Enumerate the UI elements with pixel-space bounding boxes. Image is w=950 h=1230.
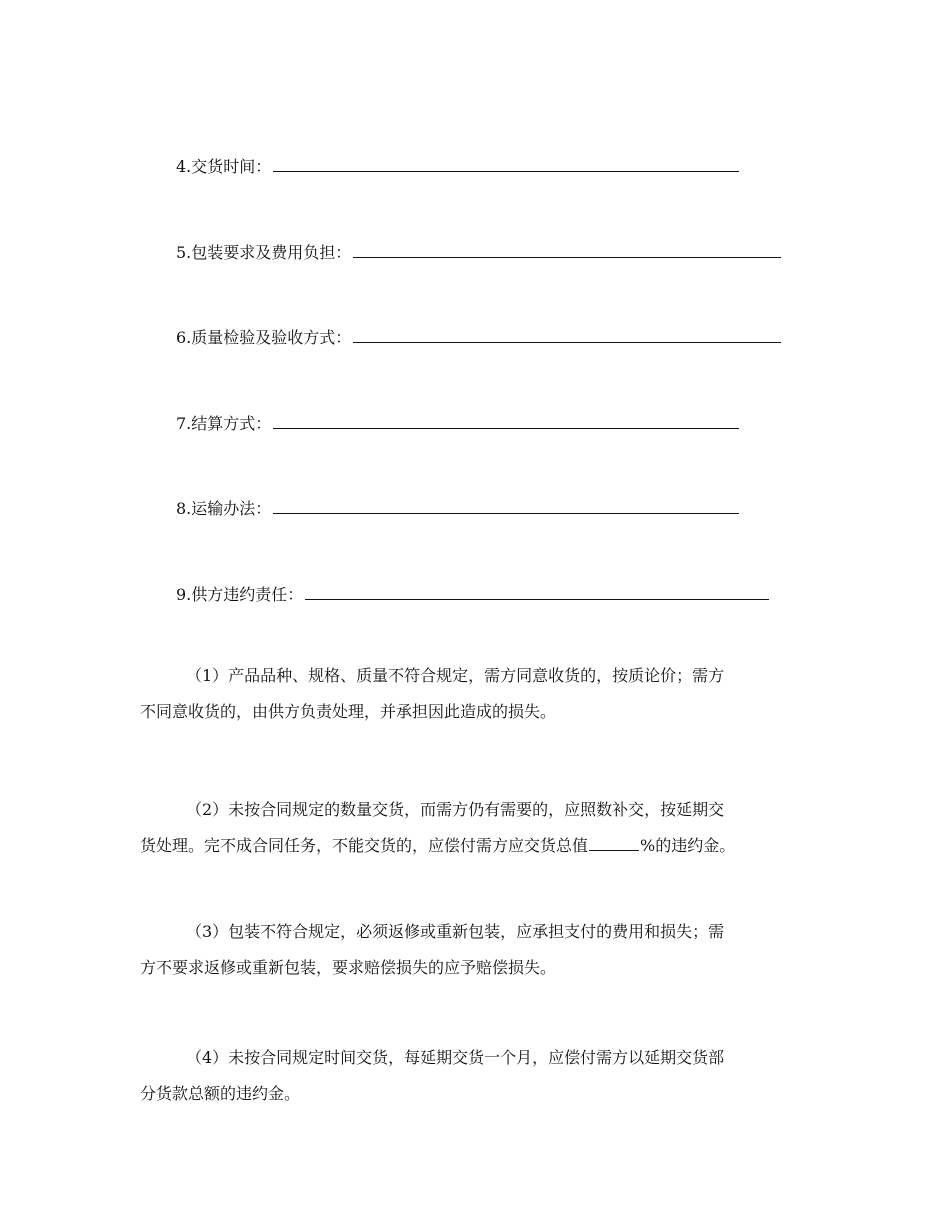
- fill-blank[interactable]: [353, 328, 781, 343]
- clause-line: 方不要求返修或重新包装，要求赔偿损失的应予赔偿损失。: [140, 958, 557, 977]
- item-label: 8.运输办法：: [176, 499, 272, 518]
- item-label: 5.包装要求及费用负担：: [176, 243, 352, 262]
- clause-line: 不同意收货的，由供方负责处理，并承担因此造成的损失。: [140, 702, 557, 721]
- clause-3: [140, 914, 820, 986]
- item-packaging: [176, 242, 781, 264]
- item-delivery-time: [176, 156, 739, 178]
- clause-line: [140, 828, 820, 864]
- item-quality-inspection: [176, 327, 781, 349]
- item-transport: [176, 498, 739, 520]
- clause-line: （2）未按合同规定的数量交货，而需方仍有需要的，应照数补交，按延期交: [186, 800, 725, 819]
- item-label: 6.质量检验及验收方式：: [176, 328, 352, 347]
- clause-1: [140, 658, 820, 730]
- clause-line: （4）未按合同规定时间交货，每延期交货一个月，应偿付需方以延期交货部: [186, 1048, 725, 1067]
- clause-line: （3）包装不符合规定，必须返修或重新包装，应承担支付的费用和损失；需: [186, 922, 725, 941]
- penalty-percent-blank[interactable]: [589, 836, 639, 851]
- item-label: 9.供方违约责任：: [176, 585, 304, 604]
- fill-blank[interactable]: [305, 585, 769, 600]
- item-supplier-liability: [176, 584, 769, 606]
- item-settlement: [176, 413, 739, 435]
- clause-line: 分货款总额的违约金。: [140, 1084, 301, 1103]
- clause-text: %的违约金。: [640, 836, 736, 855]
- item-label: 7.结算方式：: [176, 414, 272, 433]
- fill-blank[interactable]: [353, 243, 781, 258]
- clause-4: [140, 1040, 820, 1112]
- fill-blank[interactable]: [273, 499, 739, 514]
- item-label: 4.交货时间：: [176, 157, 272, 176]
- fill-blank[interactable]: [273, 157, 739, 172]
- fill-blank[interactable]: [273, 414, 739, 429]
- clause-line: （1）产品品种、规格、质量不符合规定，需方同意收货的，按质论价；需方: [186, 666, 725, 685]
- clause-2: [140, 792, 820, 864]
- clause-text: 货处理。完不成合同任务，不能交货的，应偿付需方应交货总值: [140, 836, 589, 855]
